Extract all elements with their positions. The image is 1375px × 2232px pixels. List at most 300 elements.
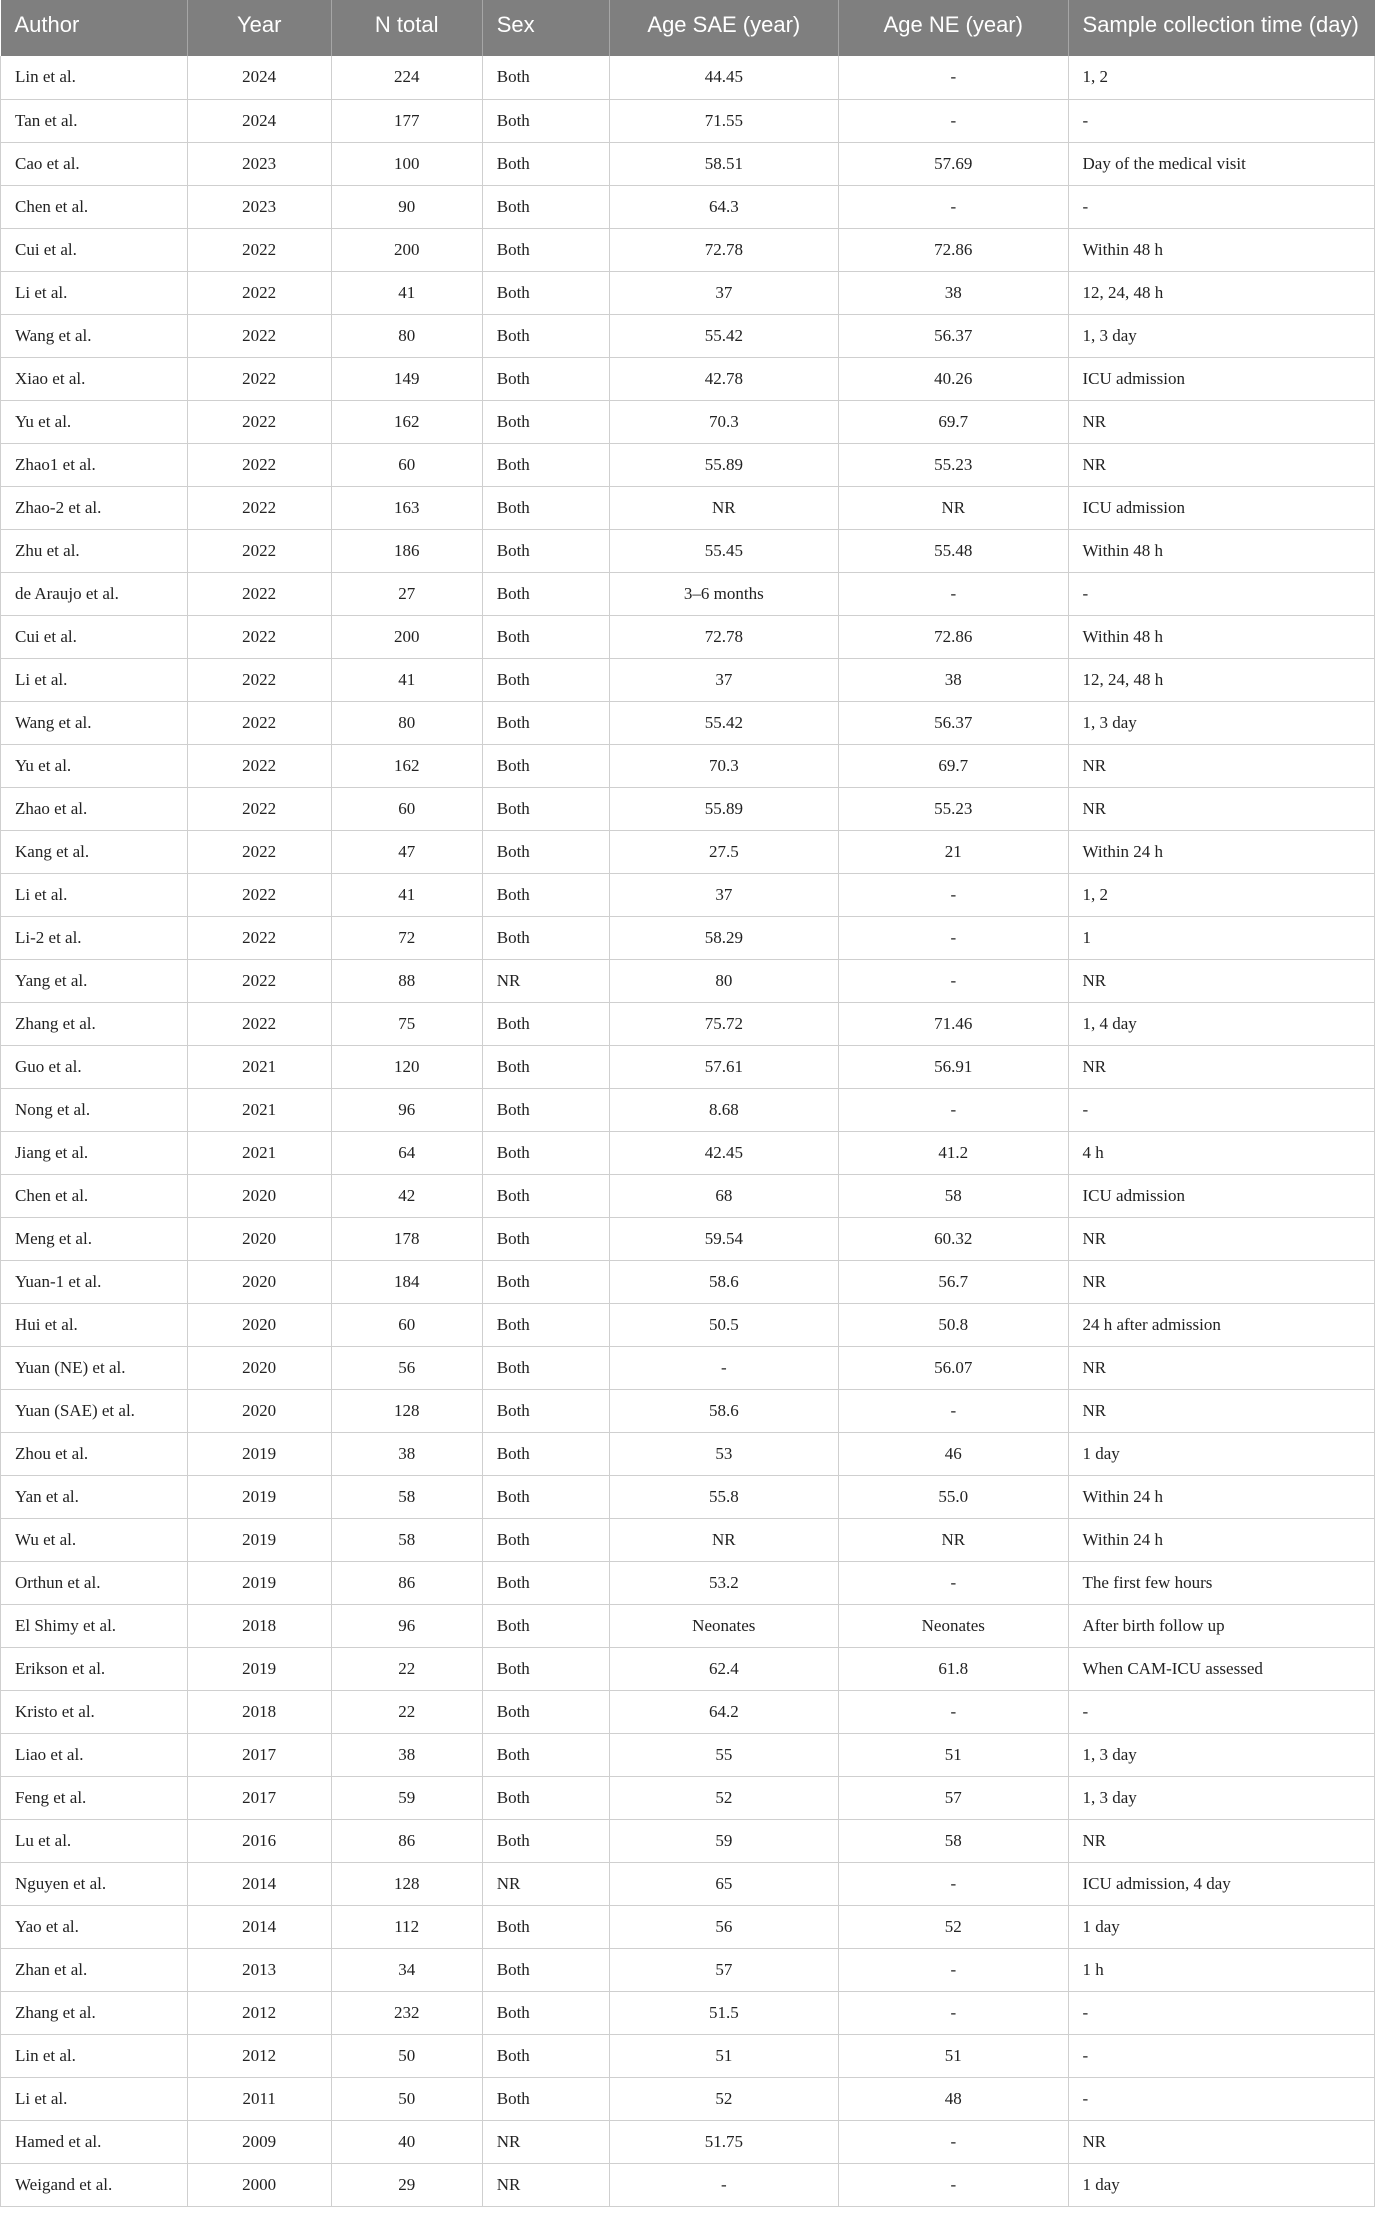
cell-author: Xiao et al. [1, 357, 188, 400]
cell-age-ne: - [839, 959, 1068, 1002]
cell-year: 2022 [187, 271, 331, 314]
cell-author: de Araujo et al. [1, 572, 188, 615]
cell-sex: Both [482, 1389, 609, 1432]
cell-sex: NR [482, 959, 609, 1002]
cell-age-sae: 52 [609, 2077, 838, 2120]
cell-sex: Both [482, 1260, 609, 1303]
cell-sample-collection-time: NR [1068, 1217, 1374, 1260]
table-header [1, 0, 1375, 56]
cell-n-total: 72 [331, 916, 482, 959]
cell-sex: Both [482, 314, 609, 357]
table-row [1, 1432, 1375, 1475]
cell-sex: NR [482, 1862, 609, 1905]
cell-age-sae: 58.29 [609, 916, 838, 959]
cell-year: 2019 [187, 1518, 331, 1561]
cell-age-ne: 71.46 [839, 1002, 1068, 1045]
cell-age-ne: 57.69 [839, 142, 1068, 185]
cell-year: 2022 [187, 615, 331, 658]
cell-sex: NR [482, 2120, 609, 2163]
table-row [1, 1561, 1375, 1604]
cell-author: Nguyen et al. [1, 1862, 188, 1905]
cell-age-sae: 27.5 [609, 830, 838, 873]
table-row [1, 271, 1375, 314]
table-row [1, 873, 1375, 916]
cell-sample-collection-time: - [1068, 2034, 1374, 2077]
cell-sample-collection-time: NR [1068, 1389, 1374, 1432]
cell-age-sae: 55.89 [609, 443, 838, 486]
cell-author: Meng et al. [1, 1217, 188, 1260]
table-row [1, 2034, 1375, 2077]
cell-age-ne: - [839, 99, 1068, 142]
cell-author: Li et al. [1, 873, 188, 916]
cell-sex: Both [482, 1948, 609, 1991]
cell-age-ne: 61.8 [839, 1647, 1068, 1690]
cell-sample-collection-time: NR [1068, 1819, 1374, 1862]
cell-n-total: 42 [331, 1174, 482, 1217]
cell-sex: Both [482, 1002, 609, 1045]
cell-sample-collection-time: ICU admission [1068, 1174, 1374, 1217]
header-sample-collection-time: Sample collection time (day) [1068, 0, 1374, 56]
cell-age-sae: 55.8 [609, 1475, 838, 1518]
cell-author: Lin et al. [1, 2034, 188, 2077]
cell-age-ne: 55.0 [839, 1475, 1068, 1518]
cell-year: 2020 [187, 1174, 331, 1217]
cell-year: 2022 [187, 701, 331, 744]
cell-year: 2022 [187, 572, 331, 615]
cell-age-sae: 68 [609, 1174, 838, 1217]
table-row [1, 1604, 1375, 1647]
cell-sample-collection-time: - [1068, 572, 1374, 615]
cell-sample-collection-time: ICU admission [1068, 486, 1374, 529]
table-row [1, 529, 1375, 572]
cell-author: Yuan-1 et al. [1, 1260, 188, 1303]
cell-author: Lin et al. [1, 56, 188, 99]
cell-year: 2022 [187, 228, 331, 271]
cell-age-sae: 75.72 [609, 1002, 838, 1045]
cell-n-total: 50 [331, 2077, 482, 2120]
cell-author: Zhao et al. [1, 787, 188, 830]
cell-sex: Both [482, 1303, 609, 1346]
cell-age-ne: 38 [839, 658, 1068, 701]
cell-age-sae: 62.4 [609, 1647, 838, 1690]
cell-year: 2022 [187, 916, 331, 959]
cell-n-total: 22 [331, 1647, 482, 1690]
cell-author: Hamed et al. [1, 2120, 188, 2163]
cell-age-sae: 55 [609, 1733, 838, 1776]
cell-n-total: 41 [331, 873, 482, 916]
cell-sample-collection-time: 1, 3 day [1068, 701, 1374, 744]
cell-age-sae: 57 [609, 1948, 838, 1991]
cell-sample-collection-time: Within 24 h [1068, 830, 1374, 873]
cell-age-sae: 58.6 [609, 1389, 838, 1432]
cell-age-sae: 58.6 [609, 1260, 838, 1303]
cell-n-total: 186 [331, 529, 482, 572]
cell-author: Zhou et al. [1, 1432, 188, 1475]
cell-sex: Both [482, 228, 609, 271]
cell-sex: Both [482, 830, 609, 873]
cell-sex: Both [482, 1174, 609, 1217]
table-row [1, 1948, 1375, 1991]
cell-n-total: 96 [331, 1088, 482, 1131]
cell-n-total: 64 [331, 1131, 482, 1174]
cell-n-total: 162 [331, 744, 482, 787]
cell-age-sae: - [609, 1346, 838, 1389]
cell-author: Yu et al. [1, 744, 188, 787]
cell-year: 2022 [187, 873, 331, 916]
cell-n-total: 47 [331, 830, 482, 873]
cell-author: Chen et al. [1, 1174, 188, 1217]
header-n-total: N total [331, 0, 482, 56]
cell-sample-collection-time: 1 [1068, 916, 1374, 959]
cell-sex: Both [482, 1561, 609, 1604]
cell-n-total: 200 [331, 615, 482, 658]
cell-age-ne: Neonates [839, 1604, 1068, 1647]
cell-year: 2012 [187, 2034, 331, 2077]
cell-sex: Both [482, 658, 609, 701]
cell-sample-collection-time: 12, 24, 48 h [1068, 658, 1374, 701]
cell-sample-collection-time: After birth follow up [1068, 1604, 1374, 1647]
cell-author: Cui et al. [1, 228, 188, 271]
cell-sex: Both [482, 1991, 609, 2034]
cell-author: Erikson et al. [1, 1647, 188, 1690]
cell-age-ne: 51 [839, 2034, 1068, 2077]
cell-year: 2013 [187, 1948, 331, 1991]
cell-age-ne: - [839, 1991, 1068, 2034]
cell-age-sae: 3–6 months [609, 572, 838, 615]
table-body [1, 56, 1375, 2206]
cell-age-ne: - [839, 1561, 1068, 1604]
table-row [1, 615, 1375, 658]
cell-year: 2024 [187, 56, 331, 99]
cell-age-ne: 55.23 [839, 787, 1068, 830]
cell-age-sae: NR [609, 1518, 838, 1561]
cell-author: Chen et al. [1, 185, 188, 228]
cell-sample-collection-time: NR [1068, 1260, 1374, 1303]
cell-author: Liao et al. [1, 1733, 188, 1776]
cell-age-ne: - [839, 2120, 1068, 2163]
table-row [1, 486, 1375, 529]
cell-n-total: 34 [331, 1948, 482, 1991]
cell-sample-collection-time: NR [1068, 744, 1374, 787]
cell-year: 2022 [187, 1002, 331, 1045]
cell-age-ne: 56.37 [839, 314, 1068, 357]
cell-n-total: 29 [331, 2163, 482, 2206]
cell-age-sae: 55.42 [609, 314, 838, 357]
cell-age-sae: 44.45 [609, 56, 838, 99]
cell-year: 2000 [187, 2163, 331, 2206]
table-row [1, 701, 1375, 744]
cell-n-total: 86 [331, 1819, 482, 1862]
cell-sample-collection-time: 1 day [1068, 1432, 1374, 1475]
cell-n-total: 178 [331, 1217, 482, 1260]
cell-author: Yan et al. [1, 1475, 188, 1518]
cell-author: Zhao-2 et al. [1, 486, 188, 529]
cell-n-total: 40 [331, 2120, 482, 2163]
cell-age-ne: 55.48 [839, 529, 1068, 572]
cell-age-ne: 55.23 [839, 443, 1068, 486]
cell-sex: Both [482, 701, 609, 744]
cell-sample-collection-time: 1, 4 day [1068, 1002, 1374, 1045]
cell-year: 2020 [187, 1303, 331, 1346]
table-row [1, 1088, 1375, 1131]
cell-n-total: 38 [331, 1432, 482, 1475]
cell-sex: Both [482, 1518, 609, 1561]
cell-sex: Both [482, 787, 609, 830]
cell-sex: Both [482, 185, 609, 228]
cell-age-ne: - [839, 2163, 1068, 2206]
cell-age-ne: - [839, 1948, 1068, 1991]
cell-age-sae: 53.2 [609, 1561, 838, 1604]
table-row [1, 357, 1375, 400]
cell-sex: Both [482, 1088, 609, 1131]
cell-age-ne: - [839, 1862, 1068, 1905]
cell-author: Li et al. [1, 658, 188, 701]
cell-age-sae: 42.78 [609, 357, 838, 400]
cell-age-ne: - [839, 1088, 1068, 1131]
cell-year: 2017 [187, 1733, 331, 1776]
cell-age-sae: 64.3 [609, 185, 838, 228]
table-row [1, 1905, 1375, 1948]
cell-n-total: 80 [331, 314, 482, 357]
table-row [1, 1991, 1375, 2034]
cell-age-sae: 51 [609, 2034, 838, 2077]
cell-sample-collection-time: 1, 3 day [1068, 314, 1374, 357]
cell-age-sae: 53 [609, 1432, 838, 1475]
cell-year: 2017 [187, 1776, 331, 1819]
cell-age-ne: 72.86 [839, 615, 1068, 658]
cell-age-sae: Neonates [609, 1604, 838, 1647]
table-row [1, 1690, 1375, 1733]
cell-author: Kristo et al. [1, 1690, 188, 1733]
cell-n-total: 128 [331, 1862, 482, 1905]
cell-sex: Both [482, 1690, 609, 1733]
cell-sample-collection-time: NR [1068, 443, 1374, 486]
cell-author: Zhang et al. [1, 1002, 188, 1045]
cell-sample-collection-time: NR [1068, 1346, 1374, 1389]
cell-n-total: 96 [331, 1604, 482, 1647]
cell-n-total: 60 [331, 1303, 482, 1346]
cell-age-sae: 8.68 [609, 1088, 838, 1131]
cell-sample-collection-time: 4 h [1068, 1131, 1374, 1174]
cell-age-sae: 42.45 [609, 1131, 838, 1174]
cell-sample-collection-time: - [1068, 1088, 1374, 1131]
cell-year: 2019 [187, 1432, 331, 1475]
cell-sex: Both [482, 486, 609, 529]
cell-year: 2022 [187, 314, 331, 357]
cell-sex: Both [482, 142, 609, 185]
cell-sample-collection-time: 12, 24, 48 h [1068, 271, 1374, 314]
cell-author: Zhang et al. [1, 1991, 188, 2034]
cell-age-sae: 55.42 [609, 701, 838, 744]
cell-n-total: 22 [331, 1690, 482, 1733]
cell-sample-collection-time: ICU admission, 4 day [1068, 1862, 1374, 1905]
cell-year: 2022 [187, 486, 331, 529]
cell-sample-collection-time: - [1068, 185, 1374, 228]
cell-sample-collection-time: - [1068, 2077, 1374, 2120]
cell-author: Cui et al. [1, 615, 188, 658]
cell-n-total: 58 [331, 1518, 482, 1561]
cell-age-sae: 70.3 [609, 744, 838, 787]
cell-n-total: 86 [331, 1561, 482, 1604]
cell-sex: Both [482, 873, 609, 916]
cell-sample-collection-time: Day of the medical visit [1068, 142, 1374, 185]
cell-sample-collection-time: 1, 2 [1068, 56, 1374, 99]
cell-age-ne: 57 [839, 1776, 1068, 1819]
cell-n-total: 41 [331, 658, 482, 701]
cell-age-ne: - [839, 185, 1068, 228]
cell-age-ne: NR [839, 1518, 1068, 1561]
cell-n-total: 60 [331, 787, 482, 830]
table-row [1, 314, 1375, 357]
cell-n-total: 149 [331, 357, 482, 400]
cell-year: 2019 [187, 1475, 331, 1518]
cell-age-ne: - [839, 873, 1068, 916]
cell-age-ne: 46 [839, 1432, 1068, 1475]
cell-n-total: 112 [331, 1905, 482, 1948]
cell-author: Li-2 et al. [1, 916, 188, 959]
cell-author: Feng et al. [1, 1776, 188, 1819]
table-row [1, 1346, 1375, 1389]
cell-age-sae: 59 [609, 1819, 838, 1862]
cell-sex: Both [482, 916, 609, 959]
cell-year: 2014 [187, 1905, 331, 1948]
table-row [1, 2077, 1375, 2120]
table-row [1, 1475, 1375, 1518]
cell-year: 2022 [187, 744, 331, 787]
table-row [1, 830, 1375, 873]
cell-year: 2019 [187, 1561, 331, 1604]
cell-sex: Both [482, 2077, 609, 2120]
cell-age-sae: 55.89 [609, 787, 838, 830]
cell-n-total: 80 [331, 701, 482, 744]
cell-sex: Both [482, 1647, 609, 1690]
cell-sex: Both [482, 744, 609, 787]
cell-year: 2020 [187, 1389, 331, 1432]
cell-author: Cao et al. [1, 142, 188, 185]
cell-author: Yuan (SAE) et al. [1, 1389, 188, 1432]
cell-n-total: 27 [331, 572, 482, 615]
cell-age-sae: 59.54 [609, 1217, 838, 1260]
cell-n-total: 128 [331, 1389, 482, 1432]
cell-sample-collection-time: - [1068, 1991, 1374, 2034]
cell-year: 2020 [187, 1217, 331, 1260]
cell-sample-collection-time: 1 day [1068, 1905, 1374, 1948]
cell-age-sae: 58.51 [609, 142, 838, 185]
cell-author: Wu et al. [1, 1518, 188, 1561]
cell-author: Tan et al. [1, 99, 188, 142]
cell-author: Yuan (NE) et al. [1, 1346, 188, 1389]
table-row [1, 2120, 1375, 2163]
cell-year: 2021 [187, 1131, 331, 1174]
cell-age-sae: 70.3 [609, 400, 838, 443]
cell-sample-collection-time: NR [1068, 400, 1374, 443]
cell-n-total: 184 [331, 1260, 482, 1303]
cell-sample-collection-time: - [1068, 1690, 1374, 1733]
cell-author: Lu et al. [1, 1819, 188, 1862]
cell-sample-collection-time: NR [1068, 787, 1374, 830]
cell-year: 2018 [187, 1604, 331, 1647]
cell-sex: Both [482, 271, 609, 314]
cell-sex: Both [482, 1432, 609, 1475]
cell-author: Yu et al. [1, 400, 188, 443]
cell-sex: Both [482, 1776, 609, 1819]
cell-age-sae: 51.5 [609, 1991, 838, 2034]
cell-age-ne: 60.32 [839, 1217, 1068, 1260]
cell-year: 2024 [187, 99, 331, 142]
cell-n-total: 232 [331, 1991, 482, 2034]
table-row [1, 1389, 1375, 1432]
cell-sample-collection-time: 1, 3 day [1068, 1733, 1374, 1776]
cell-age-sae: - [609, 2163, 838, 2206]
table-row [1, 1733, 1375, 1776]
header-row [1, 0, 1375, 56]
header-sex: Sex [482, 0, 609, 56]
cell-author: Nong et al. [1, 1088, 188, 1131]
header-year: Year [187, 0, 331, 56]
table-row [1, 959, 1375, 1002]
cell-n-total: 75 [331, 1002, 482, 1045]
cell-year: 2022 [187, 400, 331, 443]
cell-age-ne: - [839, 1690, 1068, 1733]
cell-age-sae: 37 [609, 271, 838, 314]
cell-age-ne: 58 [839, 1819, 1068, 1862]
cell-sex: Both [482, 1131, 609, 1174]
cell-age-sae: 52 [609, 1776, 838, 1819]
cell-age-sae: 72.78 [609, 228, 838, 271]
cell-n-total: 100 [331, 142, 482, 185]
table-row [1, 1518, 1375, 1561]
table-row [1, 1862, 1375, 1905]
cell-age-ne: - [839, 56, 1068, 99]
cell-sample-collection-time: 24 h after admission [1068, 1303, 1374, 1346]
cell-age-ne: 40.26 [839, 357, 1068, 400]
table-row [1, 400, 1375, 443]
cell-age-ne: 56.91 [839, 1045, 1068, 1088]
cell-year: 2022 [187, 357, 331, 400]
cell-author: Orthun et al. [1, 1561, 188, 1604]
cell-age-sae: 80 [609, 959, 838, 1002]
cell-sample-collection-time: Within 24 h [1068, 1518, 1374, 1561]
cell-year: 2023 [187, 142, 331, 185]
cell-year: 2022 [187, 529, 331, 572]
cell-year: 2022 [187, 787, 331, 830]
table-row [1, 228, 1375, 271]
table-row [1, 1045, 1375, 1088]
cell-age-sae: 51.75 [609, 2120, 838, 2163]
cell-author: Hui et al. [1, 1303, 188, 1346]
table-row [1, 1260, 1375, 1303]
cell-n-total: 50 [331, 2034, 482, 2077]
cell-age-ne: 38 [839, 271, 1068, 314]
cell-sample-collection-time: 1 h [1068, 1948, 1374, 1991]
cell-sample-collection-time: The first few hours [1068, 1561, 1374, 1604]
cell-n-total: 58 [331, 1475, 482, 1518]
cell-sex: Both [482, 529, 609, 572]
cell-year: 2016 [187, 1819, 331, 1862]
cell-age-ne: 56.7 [839, 1260, 1068, 1303]
cell-author: Li et al. [1, 271, 188, 314]
cell-age-ne: 69.7 [839, 400, 1068, 443]
cell-age-sae: NR [609, 486, 838, 529]
cell-sex: Both [482, 1733, 609, 1776]
cell-n-total: 38 [331, 1733, 482, 1776]
cell-sample-collection-time: - [1068, 99, 1374, 142]
cell-n-total: 59 [331, 1776, 482, 1819]
cell-sample-collection-time: 1 day [1068, 2163, 1374, 2206]
cell-sample-collection-time: When CAM-ICU assessed [1068, 1647, 1374, 1690]
cell-year: 2020 [187, 1346, 331, 1389]
table-row [1, 1131, 1375, 1174]
